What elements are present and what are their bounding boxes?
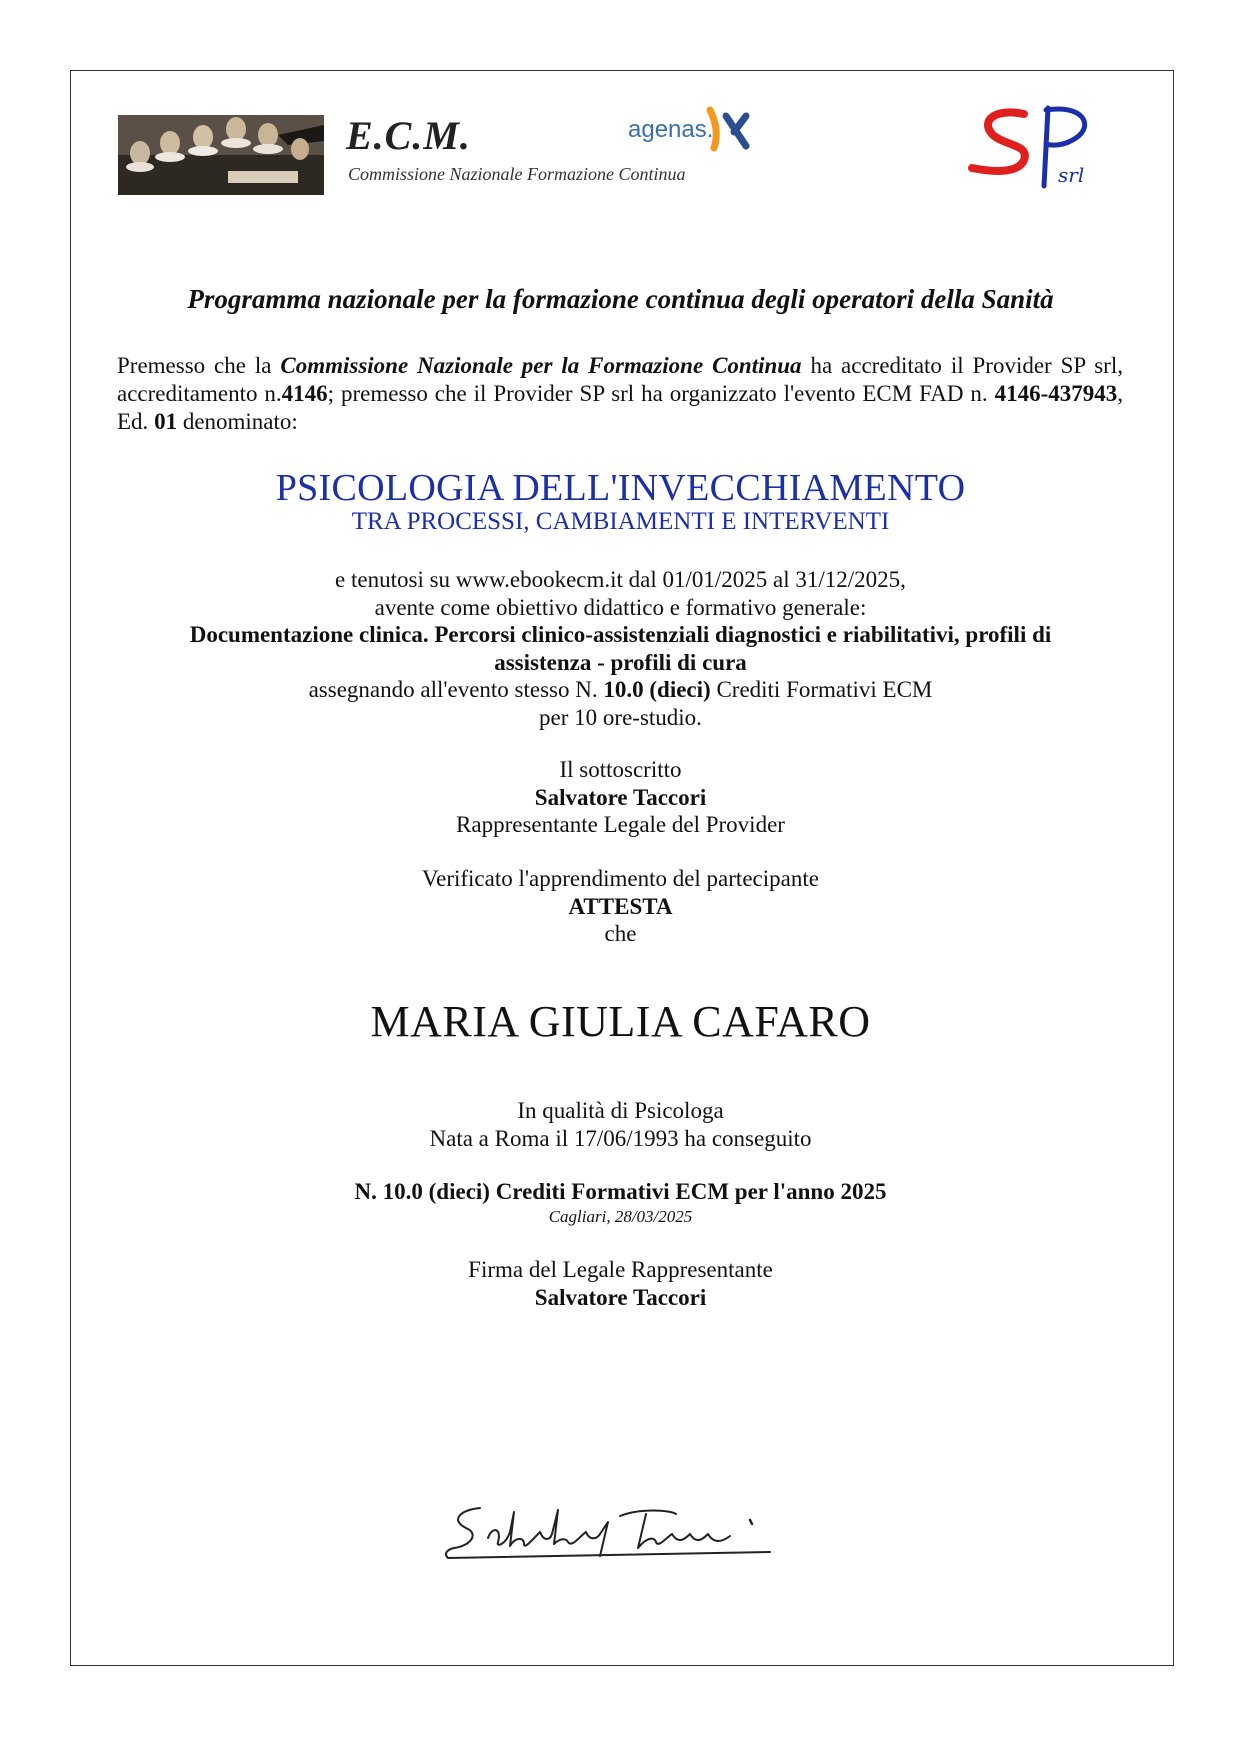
participant-qualification: In qualità di Psicologa	[517, 1098, 724, 1123]
credits-awarded: N. 10.0 (dieci) Crediti Formativi ECM per l'anno 2025	[354, 1179, 887, 1204]
ecm-painting-logo	[118, 115, 324, 195]
accreditation-number: 4146	[281, 381, 328, 406]
participant-birth-line: Nata a Roma il 17/06/1993 ha conseguito	[429, 1125, 812, 1151]
held-line: e tenutosi su www.ebookecm.it dal 01/01/2025 al 31/12/2025,	[335, 567, 906, 592]
participant-details	[0, 1097, 1241, 1152]
signatory-name: Salvatore Taccori	[534, 784, 707, 810]
course-subtitle: TRA PROCESSI, CAMBIAMENTI E INTERVENTI	[351, 508, 890, 535]
signature-label: Firma del Legale Rappresentante	[468, 1257, 773, 1282]
attestation-line-1: Verificato l'apprendimento del partecipante	[422, 866, 819, 891]
commission-name: Commissione Nazionale per la Formazione Continua	[280, 353, 802, 378]
event-info	[0, 566, 1241, 731]
hours-line: per 10 ore-studio.	[539, 704, 702, 730]
attestation-keyword: ATTESTA	[568, 893, 673, 919]
handwritten-signature	[440, 1498, 790, 1578]
participant-name: MARIA GIULIA CAFARO	[370, 997, 871, 1046]
edition-number: 01	[154, 409, 178, 434]
ecm-title: E.C.M.	[346, 113, 471, 158]
event-number: 4146-437943	[994, 381, 1118, 406]
objective-intro: avente come obiettivo didattico e formativo generale:	[374, 594, 867, 620]
attestation-block	[0, 865, 1241, 948]
intro-paragraph: Premesso che la Commissione Nazionale per la Formazione Continua ha accreditato il Provider SP srl, accreditamento n.4146; premesso che il Provider SP srl ha organizzato l'evento ECM FAD n. 4146-437943, Ed. 01 denominato:	[117, 353, 1123, 434]
ecm-subtitle: Commissione Nazionale Formazione Continua	[348, 164, 686, 184]
signature-label-block	[0, 1256, 1241, 1311]
signatory-block	[0, 756, 1241, 839]
course-title: PSICOLOGIA DELL'INVECCHIAMENTO	[275, 467, 966, 509]
objective-line-2: assistenza - profili di cura	[494, 649, 747, 675]
signature-name: Salvatore Taccori	[534, 1284, 707, 1310]
svg-text:srl: srl	[1058, 163, 1085, 187]
sp-srl-logo	[966, 100, 1116, 192]
signatory-role: Rappresentante Legale del Provider	[456, 812, 785, 837]
agenas-logo-mark	[706, 106, 750, 154]
agenas-logo-text: agenas.	[628, 116, 714, 143]
event-credits-line: assegnando all'evento stesso N. 10.0 (dieci) Crediti Formativi ECM	[308, 677, 933, 702]
event-credits-value: 10.0 (dieci)	[603, 677, 711, 702]
program-title: Programma nazionale per la formazione continua degli operatori della Sanità	[187, 284, 1054, 314]
place-date: Cagliari, 28/03/2025	[548, 1207, 693, 1226]
objective-line-1: Documentazione clinica. Percorsi clinico-assistenziali diagnostici e riabilitativi, profili di	[189, 622, 1052, 647]
signatory-intro: Il sottoscritto	[559, 757, 682, 782]
attestation-line-3: che	[604, 921, 637, 946]
